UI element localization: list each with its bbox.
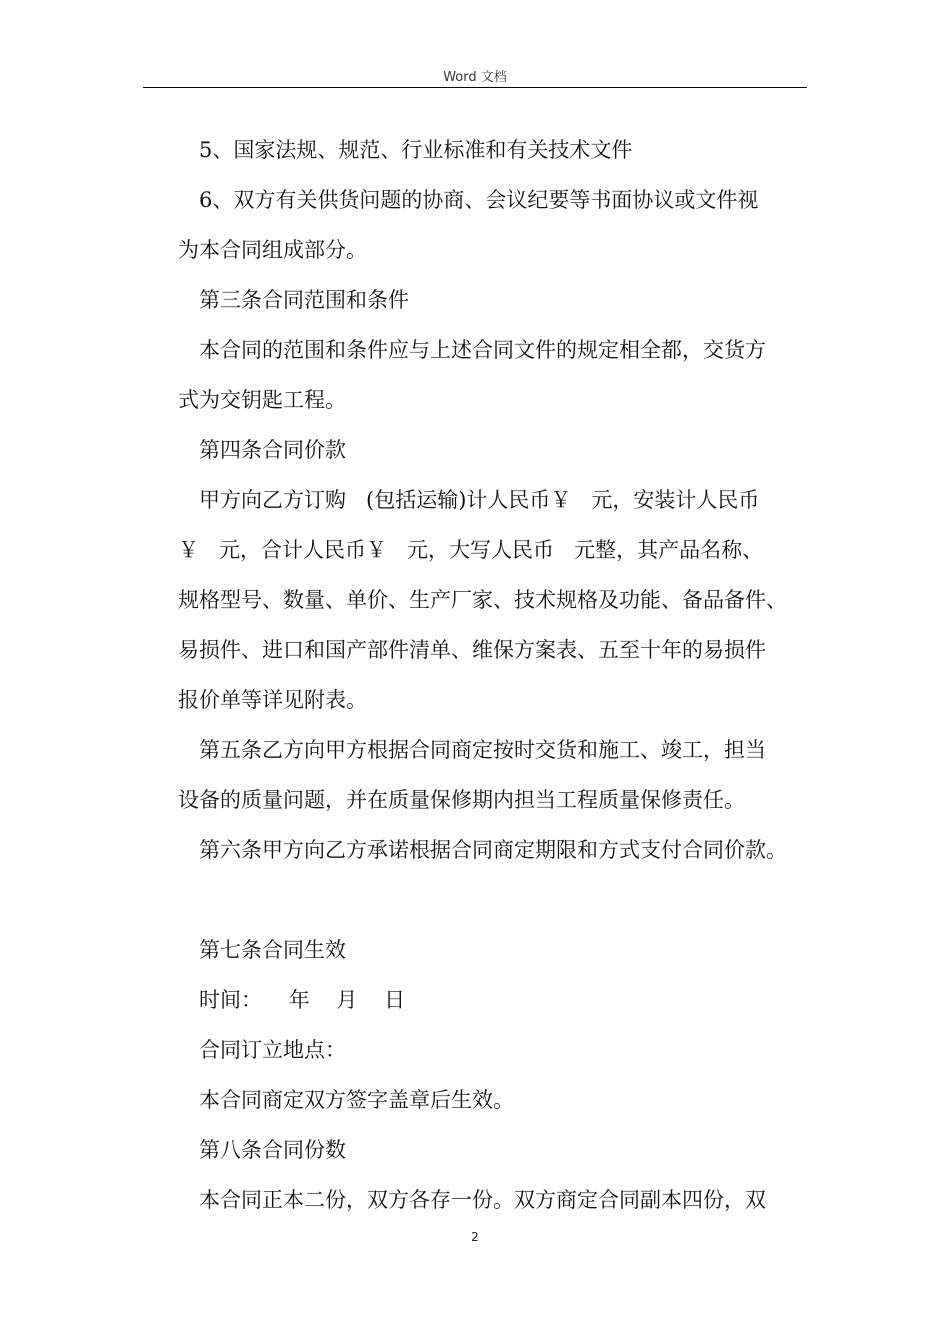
document-body [178,127,818,1227]
page-number: 2 [471,1230,479,1244]
text-line: ￥ 元，合计人民币￥ 元，大写人民币 元整，其产品名称、 [178,538,764,562]
text-line: 为本合同组成部分。 [178,238,367,262]
section-heading: 第七条合同生效 [199,938,346,962]
text-line: 5、国家法规、规范、行业标准和有关技术文件 [199,138,633,162]
text-line: 第六条甲方向乙方承诺根据合同商定期限和方式支付合同价款。 [199,838,787,862]
text-line: 本合同的范围和条件应与上述合同文件的规定相全都，交货方 [199,338,766,362]
text-line: 时间： 年 月 日 [199,988,406,1012]
section-heading: 第三条合同范围和条件 [199,288,409,312]
text-line: 本合同商定双方签字盖章后生效。 [199,1088,514,1112]
text-line: 式为交钥匙工程。 [178,388,346,412]
text-line: 合同订立地点： [199,1038,346,1062]
text-line: 第五条乙方向甲方根据合同商定按时交货和施工、竣工，担当 [199,738,766,762]
section-heading: 第四条合同价款 [199,438,346,462]
text-line: 6、双方有关供货问题的协商、会议纪要等书面协议或文件视 [199,188,759,212]
text-line: 甲方向乙方订购 (包括运输)计人民币￥ 元，安装计人民币 [199,488,760,512]
text-line: 本合同正本二份，双方各存一份。双方商定合同副本四份，双 [199,1188,766,1212]
header-divider [143,87,807,88]
blank-line [178,877,818,927]
text-line: 规格型号、数量、单价、生产厂家、技术规格及功能、备品备件、 [178,588,787,612]
page-header: Word 文档 [443,70,507,85]
text-line: 报价单等详见附表。 [178,688,367,712]
text-line: 易损件、进口和国产部件清单、维保方案表、五至十年的易损件 [178,638,766,662]
section-heading: 第八条合同份数 [199,1138,346,1162]
text-line: 设备的质量问题，并在质量保修期内担当工程质量保修责任。 [178,788,745,812]
